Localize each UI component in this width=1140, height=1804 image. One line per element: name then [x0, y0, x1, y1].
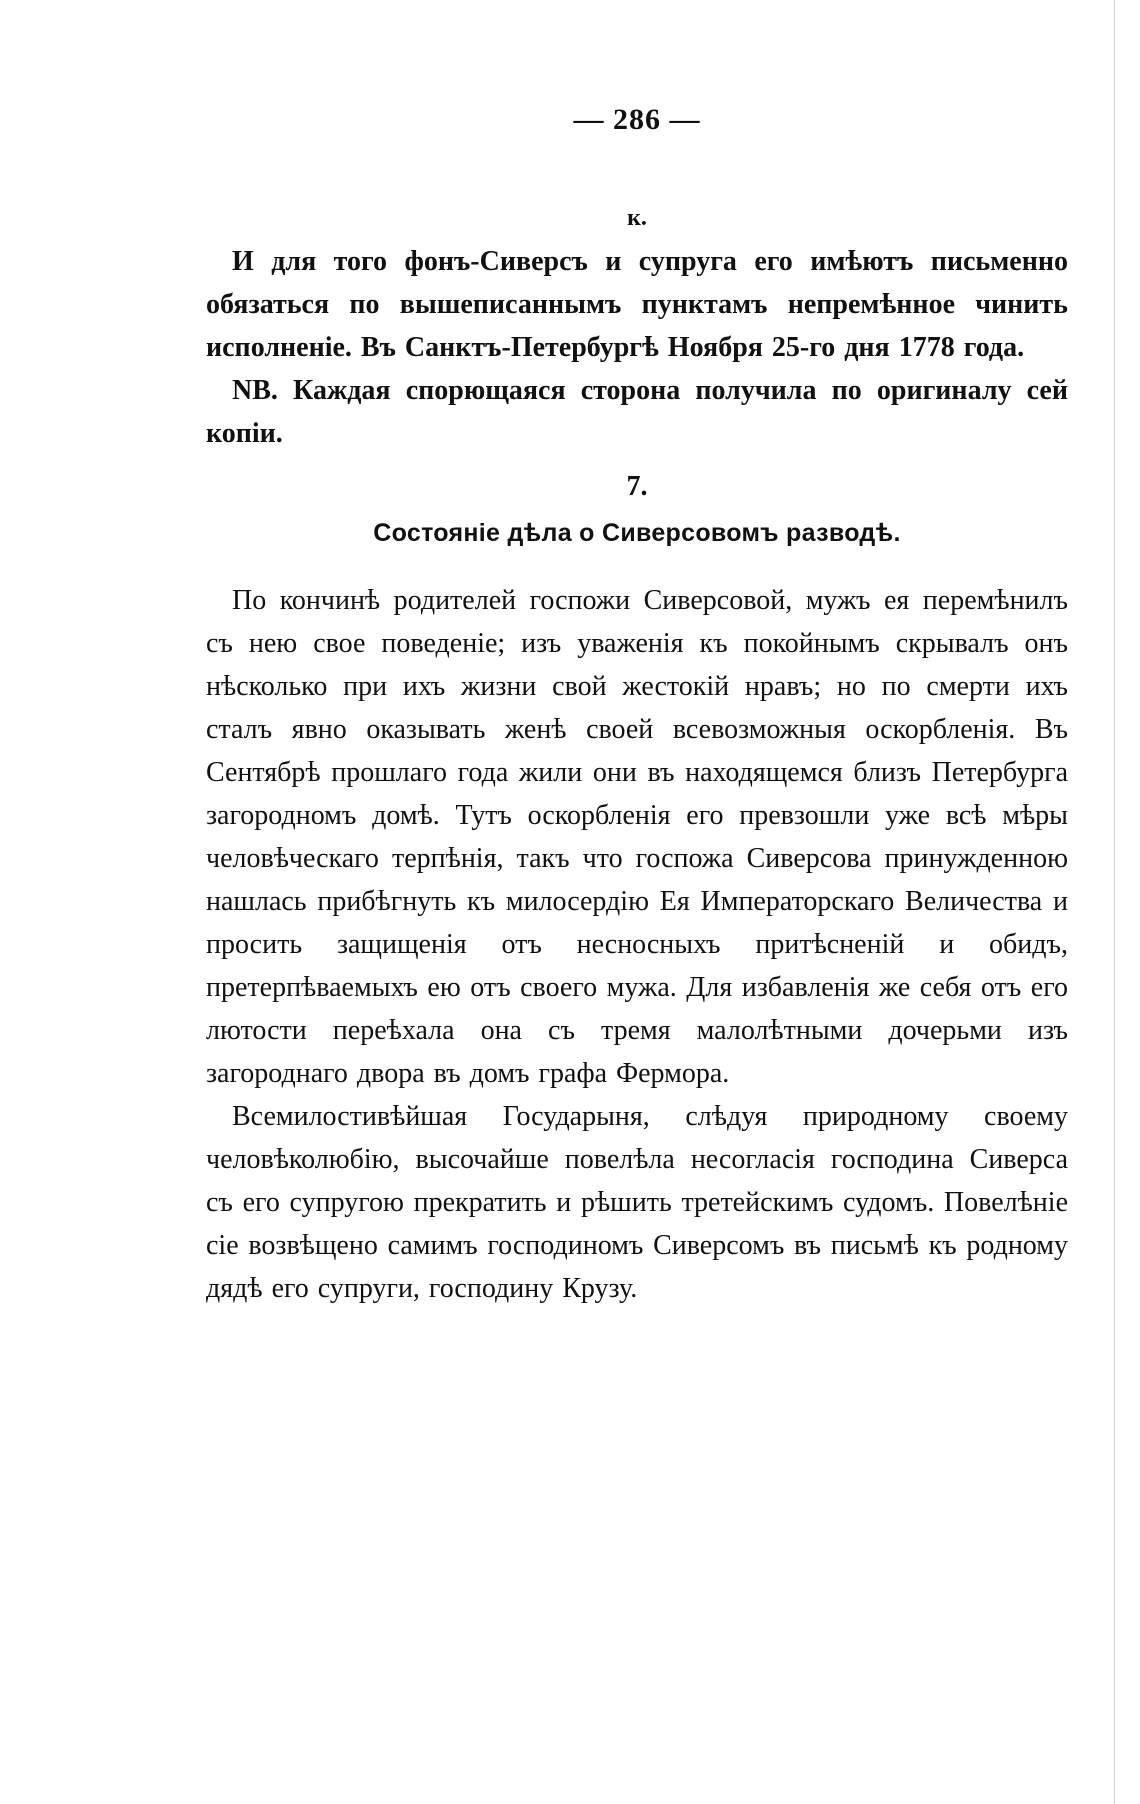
document-page [206, 100, 1068, 1310]
body-paragraph: Всемилостивѣйшая Государыня, слѣдуя природному своему человѣколюбію, высочайше повелѣла несогласія господина Сиверса съ его супругою прекратить и рѣшить третейскимъ судомъ. Повелѣніе сіе возвѣщено самимъ господиномъ Сиверсомъ въ письмѣ къ родному дядѣ его супруги, господину Крузу. [206, 1101, 1068, 1304]
nb-note: NB. Каждая спорющаяся сторона получила по оригиналу сей копіи. [206, 375, 1068, 449]
page-number: — 286 — [573, 103, 701, 136]
body-paragraph: По кончинѣ родителей госпожи Сиверсовой, мужъ ея перемѣнилъ съ нею свое поведеніе; изъ уваженія къ покойнымъ скрывалъ онъ нѣсколько при ихъ жизни свой жестокій нравъ; но по смерти ихъ сталъ явно оказывать женѣ своей всевозможныя оскорбленія. Въ Сентябрѣ прошлаго года жили они въ находящемся близъ Петербурга загородномъ домѣ. Тутъ оскорбленія его превзошли уже всѣ мѣры человѣческаго терпѣнія, такъ что госпожа Сиверсова принужденною нашлась прибѣгнуть къ милосердію Ея Императорскаго Величества и просить защищенія отъ несносныхъ притѣсненій и обидъ, претерпѣваемыхъ ею отъ своего мужа. Для избавленія же себя отъ его лютости переѣхала она съ тремя малолѣтными дочерьми изъ загороднаго двора въ домъ графа Фермора. [206, 585, 1068, 1089]
page-edge-line [1114, 0, 1115, 1804]
clause-letter-marker: к. [627, 205, 647, 231]
section-number: 7. [626, 471, 648, 502]
section-title: Состояніе дѣла о Сиверсовомъ разводѣ. [373, 519, 901, 547]
clause-paragraph: И для того фонъ-Сиверсъ и супруга его имѣютъ письменно обязаться по вышеписаннымъ пунктамъ непремѣнное чинить исполненіе. Въ Санктъ-Петербургѣ Ноября 25-го дня 1778 года. [206, 246, 1068, 363]
